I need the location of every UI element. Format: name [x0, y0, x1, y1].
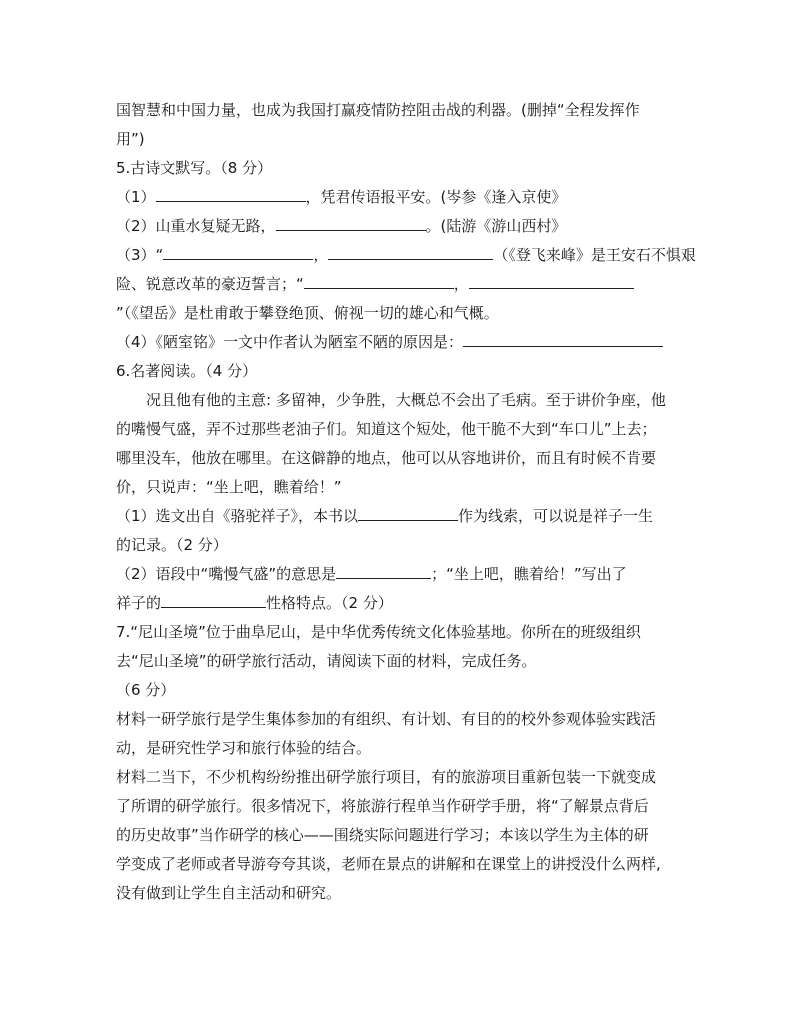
material-2-line-1: 材料二当下，不少机构纷纷推出研学旅行项目，有的旅游项目重新包装一下就变成: [116, 768, 657, 786]
q5-item-3-prefix: （3）“: [116, 246, 164, 264]
answer-blank[interactable]: [336, 561, 431, 579]
q6-passage-line-3: 哪里没车，他放在哪里。在这僻静的地点，他可以从容地讲价，而且有时候不肯要: [116, 449, 657, 467]
q7-line-1: 7.“尼山圣境”位于曲阜尼山，是中华优秀传统文化体验基地。你所在的班级组织: [116, 623, 641, 641]
q5-item-3-suffix: （《登飞来峰》是王安石不惧艰: [493, 246, 696, 264]
answer-blank[interactable]: [463, 329, 663, 347]
answer-blank[interactable]: [156, 184, 306, 202]
q5-item-3-line-3: ”（《望岳》是杜甫敢于攀登绝顶、俯视一切的雄心和气概。: [116, 304, 499, 322]
q5-item-1-prefix: （1）: [116, 188, 156, 206]
q6-sub-2-line-2-suffix: 性格特点。（2 分）: [266, 594, 393, 612]
q5-title: 5.古诗文默写。（8 分）: [116, 159, 273, 177]
answer-blank[interactable]: [304, 271, 454, 289]
material-1-line-1: 材料一研学旅行是学生集体参加的有组织、有计划、有目的的校外参观体验实践活: [116, 710, 657, 728]
q6-passage-line-4: 价，只说声：“坐上吧，瞧着给！”: [116, 478, 342, 496]
q5-item-3: [116, 241, 696, 270]
material-2-line-3: 的历史故事”当作研学的核心——围绕实际问题进行学习；本该以学生为主体的研: [116, 826, 649, 844]
q6-sub-2: [116, 560, 682, 589]
q6-title: 6.名著阅读。（4 分）: [116, 362, 258, 380]
q6-sub-1-prefix: （1）选文出自《骆驼祥子》，本书以: [116, 507, 359, 525]
intro-line-2: 用”): [116, 130, 145, 148]
q6-sub-2-prefix: （2）语段中“嘴慢气盛”的意思是: [116, 565, 337, 583]
q6-sub-2-line-2: [116, 589, 682, 618]
answer-blank[interactable]: [276, 213, 426, 231]
q5-item-4-prefix: （4）《陋室铭》一文中作者认为陋室不陋的原因是：: [116, 333, 464, 351]
q5-item-1: [116, 183, 682, 212]
answer-blank[interactable]: [358, 503, 458, 521]
q7-line-2: 去“尼山圣境”的研学旅行活动，请阅读下面的材料，完成任务。: [116, 652, 537, 670]
q6-sub-1-line-2: 的记录。（2 分）: [116, 536, 228, 554]
q5-item-2-suffix: 。(陆游《游山西村》: [425, 217, 567, 235]
q5-item-1-suffix: ，凭君传语报平安。(岑参《逢入京使》: [305, 188, 567, 206]
intro-line-1: 国智慧和中国力量，也成为我国打赢疫情防控阻击战的利器。(删掉“全程发挥作: [116, 101, 640, 119]
material-1-line-2: 动，是研究性学习和旅行体验的结合。: [116, 739, 372, 757]
q6-passage-line-1: 况且他有他的主意: 多留神，少争胜，大概总不会出了毛病。至于讲价争座，他: [146, 391, 666, 409]
document-page: [116, 96, 696, 908]
q5-item-2: [116, 212, 682, 241]
material-2-line-2: 了所谓的研学旅行。很多情况下，将旅游行程单当作研学手册，将“了解景点背后: [116, 797, 649, 815]
answer-blank[interactable]: [161, 590, 266, 608]
answer-blank[interactable]: [469, 271, 634, 289]
q5-item-4: [116, 328, 682, 357]
q5-item-2-prefix: （2）山重水复疑无路，: [116, 217, 276, 235]
answer-blank[interactable]: [163, 242, 313, 260]
q6-passage-line-2: 的嘴慢气盛，弄不过那些老油子们。知道这个短处，他干脆不大到“车口儿”上去；: [116, 420, 657, 438]
q5-item-3-line-2-comma: ，: [453, 275, 469, 293]
q6-sub-2-suffix: ；“坐上吧，瞧着给！”写出了: [431, 565, 627, 583]
q6-sub-1-suffix: 作为线索，可以说是祥子一生: [458, 507, 654, 525]
q5-item-3-comma: ，: [313, 246, 329, 264]
q6-sub-1: [116, 502, 682, 531]
material-2-line-4: 学变成了老师或者导游夸夸其谈，老师在景点的讲解和在课堂上的讲授没什么两样,: [116, 855, 661, 873]
q5-item-3-line-2-prefix: 险、锐意改革的豪迈誓言；“: [116, 275, 304, 293]
answer-blank[interactable]: [328, 242, 493, 260]
q5-item-3-line-2: [116, 270, 682, 299]
q6-sub-2-line-2-prefix: 祥子的: [116, 594, 162, 612]
q7-score: （6 分）: [116, 681, 176, 699]
material-2-line-5: 没有做到让学生自主活动和研究。: [116, 884, 342, 902]
